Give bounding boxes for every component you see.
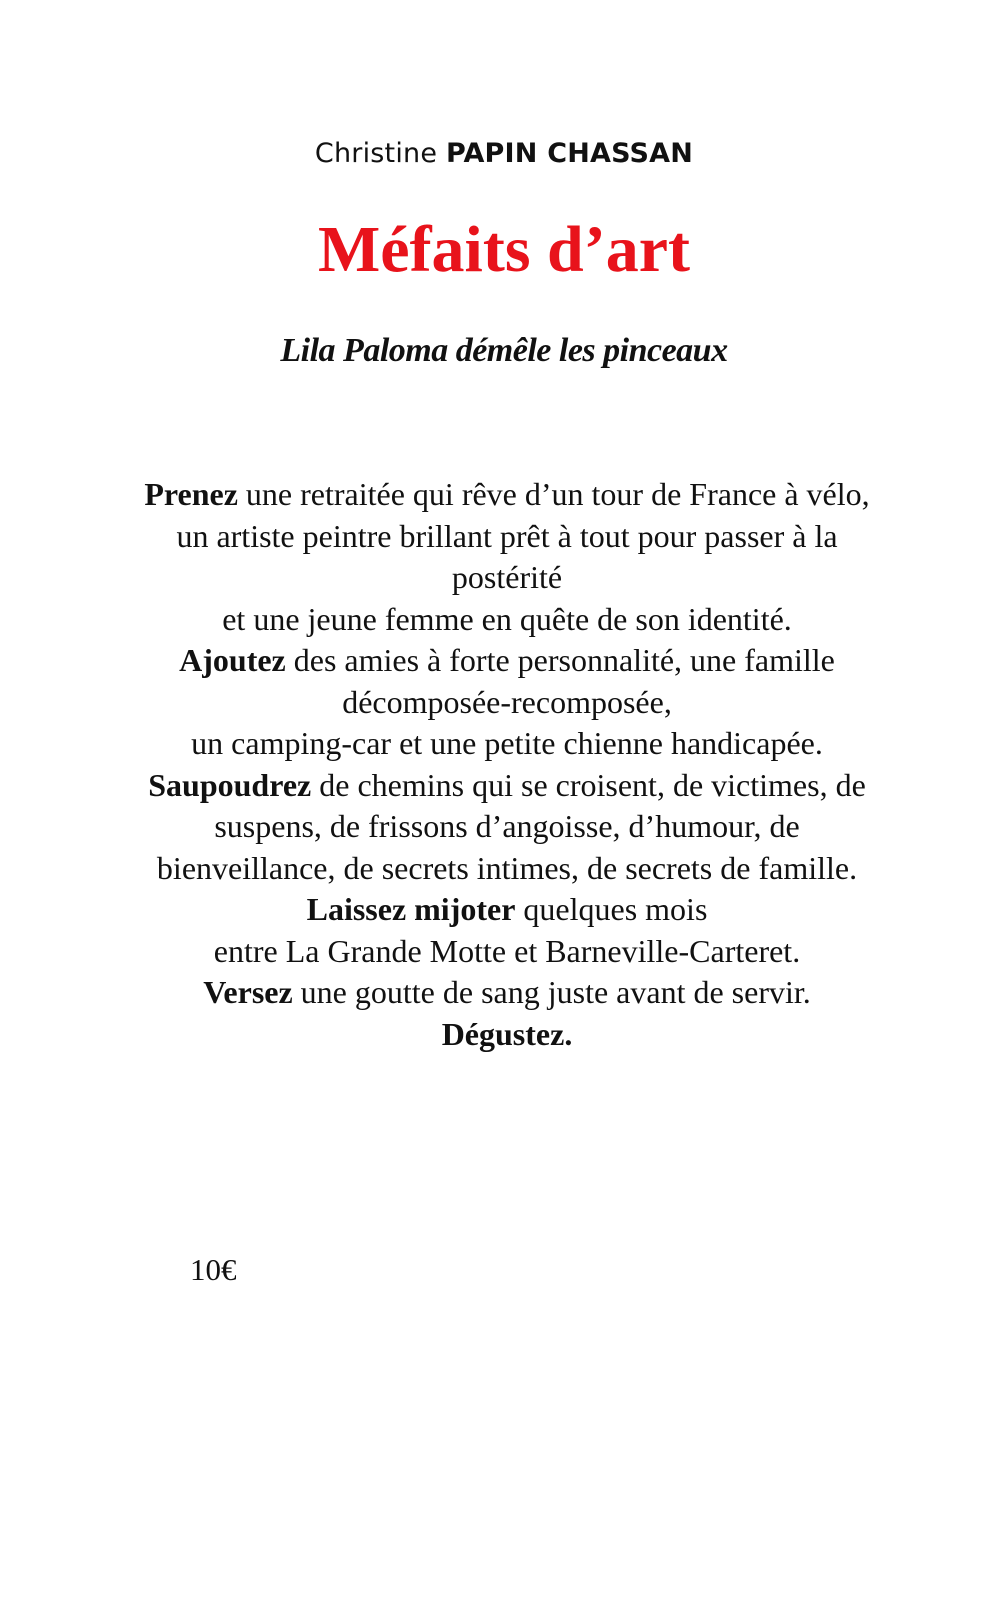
blurb-keyword-ajoutez: Ajoutez: [179, 642, 286, 678]
blurb-line-prenez: [134, 474, 880, 516]
blurb-text-ajoutez: des amies à forte personnalité, une famille décomposée-recomposée,: [285, 642, 835, 720]
blurb-line-versez: [134, 972, 880, 1014]
blurb-text-versez: une goutte de sang juste avant de servir.: [292, 974, 811, 1010]
blurb-keyword-versez: Versez: [203, 974, 293, 1010]
blurb-keyword-prenez: Prenez: [144, 476, 238, 512]
book-blurb: [134, 474, 880, 1055]
author-name: [0, 138, 988, 169]
blurb-line-degustez: [134, 1014, 880, 1056]
blurb-line-entre: entre La Grande Motte et Barneville-Carteret.: [213, 932, 801, 969]
blurb-line-jeune-femme: et une jeune femme en quête de son identité.: [222, 600, 792, 637]
author-first-name: Christine: [314, 138, 438, 169]
blurb-line-artiste: un artiste peintre brillant prêt à tout pour passer à la postérité: [176, 517, 838, 595]
blurb-text-prenez: une retraitée qui rêve d’un tour de France à vélo,: [237, 476, 870, 512]
blurb-line-ajoutez: [134, 640, 880, 723]
blurb-line-saupoudrez: [134, 765, 880, 890]
book-subtitle: Lila Paloma démêle les pinceaux: [280, 332, 728, 369]
blurb-text-saupoudrez: de chemins qui se croisent, de victimes, de suspens, de frissons d’angoisse, d’humour, de bienveillance, de secrets intimes, de secrets de famille.: [156, 766, 866, 886]
blurb-line-laissez: [134, 889, 880, 931]
blurb-text-laissez: quelques mois: [515, 891, 708, 927]
author-last-name: PAPIN CHASSAN: [445, 138, 694, 169]
blurb-keyword-saupoudrez: Saupoudrez: [148, 766, 312, 803]
blurb-keyword-degustez: Dégustez.: [441, 1015, 573, 1052]
book-title: Méfaits d’art: [317, 213, 691, 286]
price-label: 10€: [190, 1252, 237, 1287]
blurb-line-camping-car: un camping-car et une petite chienne handicapée.: [191, 725, 823, 761]
blurb-keyword-laissez: Laissez mijoter: [306, 891, 516, 927]
